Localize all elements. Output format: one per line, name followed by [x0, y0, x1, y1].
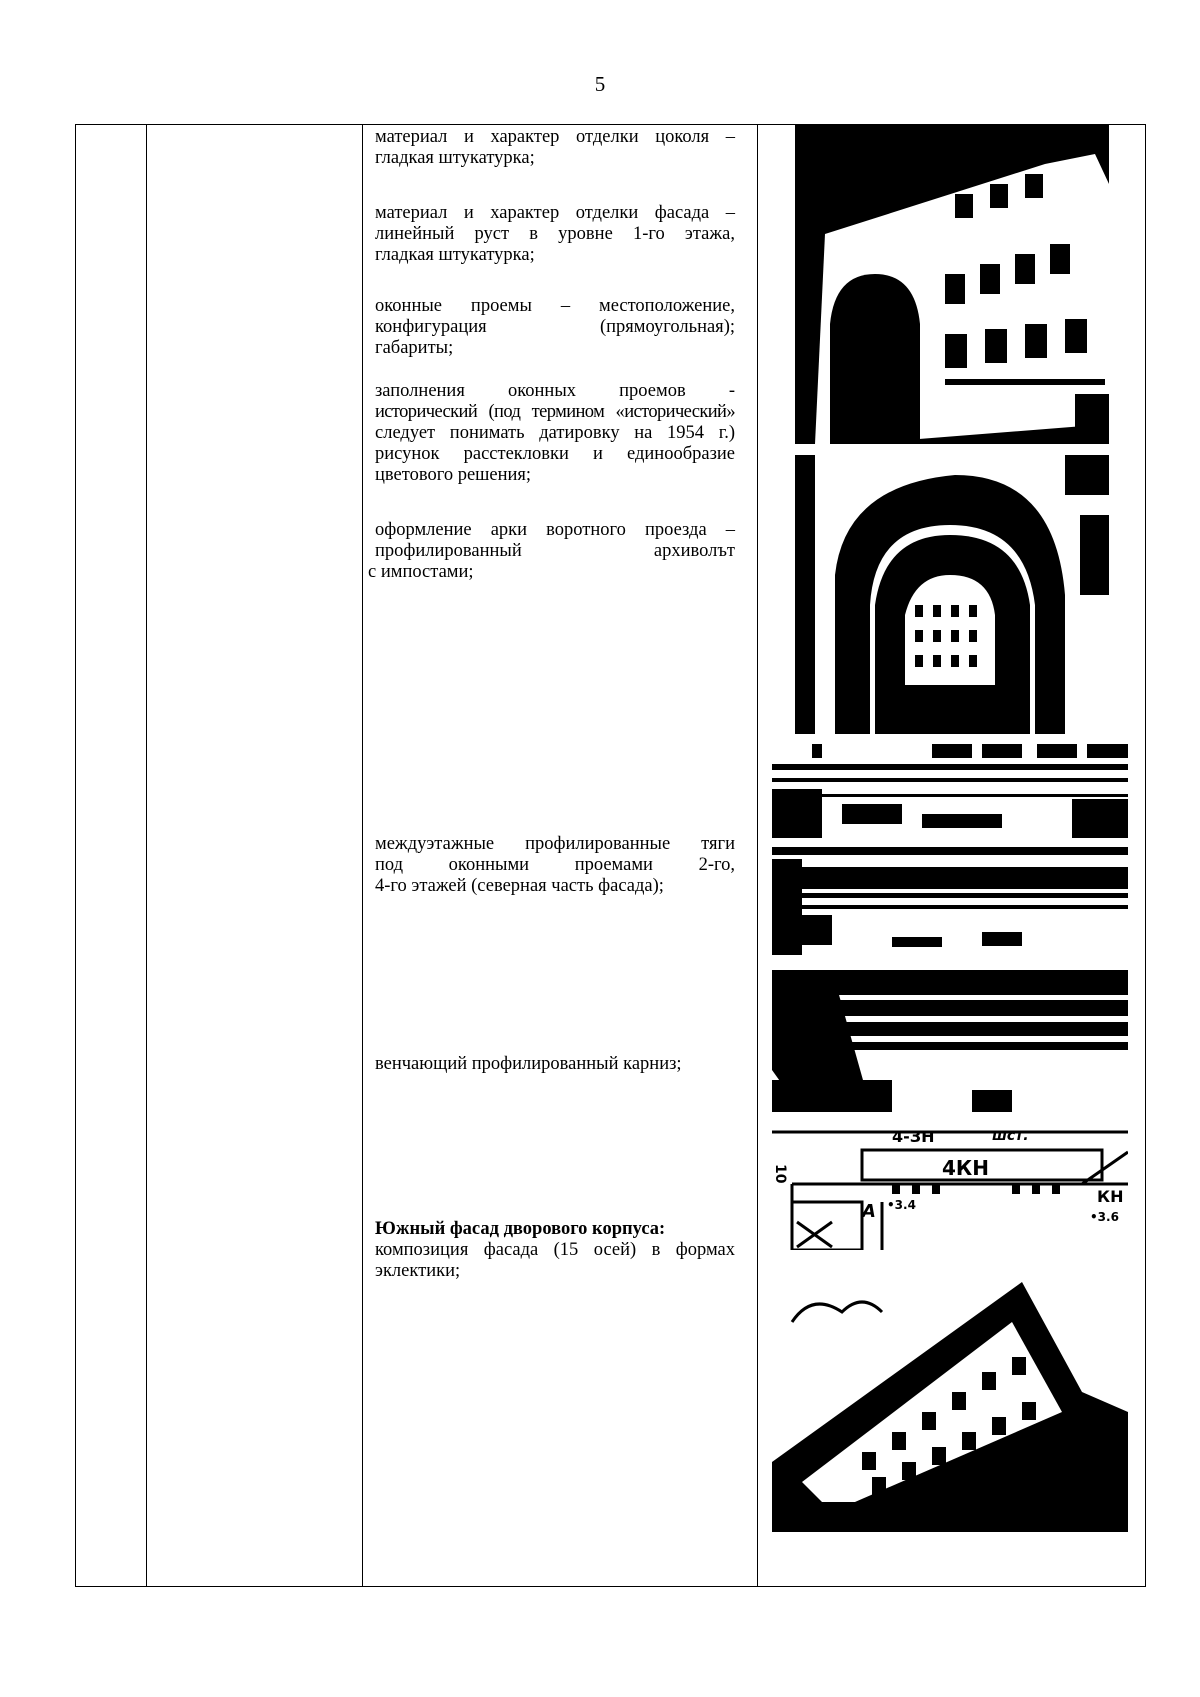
desc-line: рисунок расстекловки и единообразие — [375, 444, 735, 464]
desc-crowning-cornice — [375, 1054, 735, 1075]
arch-gate-photo — [795, 455, 1109, 734]
desc-line: 4-го этажей (северная часть фасада); — [375, 876, 664, 896]
desc-line: композиция фасада (15 осей) в формах — [375, 1240, 735, 1260]
desc-plinth — [375, 127, 735, 169]
plan-axis-label: 10 — [772, 1164, 788, 1184]
plan-fragment — [772, 1122, 1128, 1250]
desc-line: линейный руст в уровне 1-го этажа, — [375, 224, 735, 244]
desc-line: цветового решения; — [375, 465, 532, 485]
plan-corner-label: КН — [1097, 1187, 1124, 1206]
desc-window-fillings — [375, 381, 735, 486]
section-heading: Южный фасад дворового корпуса: — [375, 1219, 666, 1239]
column-divider-2 — [362, 124, 363, 1587]
desc-arch — [368, 520, 735, 583]
desc-line: под оконными проемами 2-го, — [375, 855, 735, 875]
south-facade-photo — [772, 1262, 1128, 1532]
desc-line: венчающий профилированный карниз; — [375, 1054, 682, 1074]
desc-south-facade — [375, 1219, 735, 1282]
facade-arch-photo — [795, 124, 1109, 444]
desc-line: эклектики; — [375, 1261, 461, 1281]
plan-level-left: •3.4 — [887, 1198, 916, 1212]
desc-line: с импостами; — [368, 562, 474, 582]
crowning-cornice-photo — [772, 970, 1128, 1112]
desc-line: гладкая штукатурка; — [375, 148, 535, 168]
desc-window-openings — [375, 296, 735, 359]
plan-mark-top-right: шст. — [992, 1128, 1029, 1144]
desc-facade-finish — [375, 203, 735, 266]
plan-mark-top: 4-ЗН — [892, 1127, 935, 1146]
column-divider-1 — [146, 124, 147, 1587]
plan-letter: А — [862, 1201, 876, 1222]
plan-level-right: •3.6 — [1090, 1210, 1119, 1224]
desc-line: оформление арки воротного проезда – — [375, 520, 735, 540]
cornice-photo-1 — [772, 744, 1128, 838]
desc-line: заполнения оконных проемов - — [375, 381, 735, 401]
desc-line: габариты; — [375, 338, 454, 358]
page-number: 5 — [594, 72, 606, 96]
desc-line: материал и характер отделки фасада – — [375, 203, 735, 223]
desc-line: конфигурация (прямоугольная); — [375, 317, 735, 337]
desc-cornices — [375, 834, 735, 897]
desc-line: исторический (под термином «исторический» — [375, 402, 735, 422]
desc-line: профилированный архиволът — [375, 541, 735, 561]
desc-line: гладкая штукатурка; — [375, 245, 535, 265]
column-divider-3 — [757, 124, 758, 1587]
desc-line: материал и характер отделки цоколя – — [375, 127, 735, 147]
cornice-photo-2 — [772, 847, 1128, 955]
plan-box-label: 4КН — [942, 1156, 990, 1180]
desc-line: оконные проемы – местоположение, — [375, 296, 735, 316]
desc-line: междуэтажные профилированные тяги — [375, 834, 735, 854]
desc-line: следует понимать датировку на 1954 г.) — [375, 423, 735, 443]
